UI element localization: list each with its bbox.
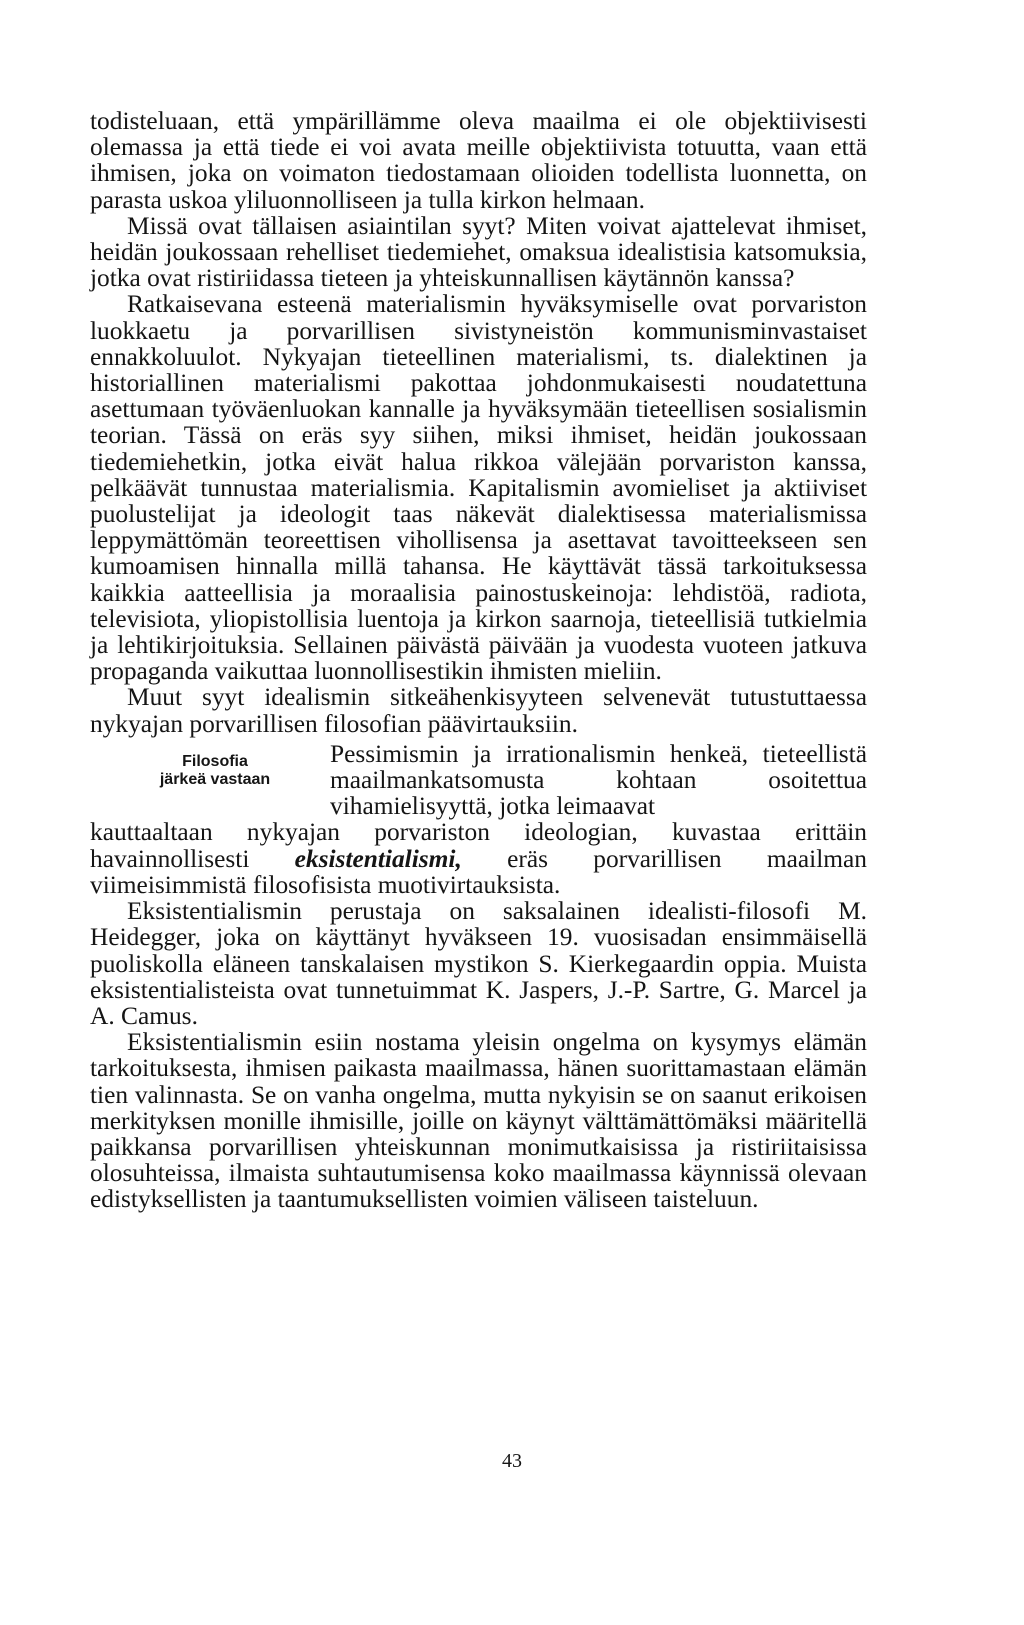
paragraph-2: Missä ovat tällaisen asiaintilan syyt? Miten voivat ajattelevat ihmiset, heidän joukossaan rehelliset tiedemiehet, omaksua idealistisia katsomuksia, jotka ovat ristiriidassa tieteen ja yhteiskunnallisen käytännön kanssa? [90, 211, 867, 293]
side-heading-line-2: järkeä vastaan [159, 770, 271, 788]
section-opening-text: Pessimismin ja irrationalismin henkeä, tieteellistä maailmankatsomusta kohtaan osoitettua vihamielisyyttä, jotka leimaavat [330, 739, 867, 821]
section-side-heading [90, 741, 330, 789]
paragraph-4: Muut syyt idealismin sitkeähenkisyyteen selvenevät tutustuttaessa nykyajan porvarillisen filosofian päävirtauksiin. [90, 683, 867, 738]
book-page-text [90, 108, 867, 1213]
paragraph-7: Eksistentialismin esiin nostama yleisin ongelma on kysymys elämän tarkoituksesta, ihmisen paikasta maailmassa, hänen suorittamastaan elämän tien valinnasta. Se on vanha ongelma, mutta nykyisin se on saanut erikoisen merkityksen monille ihmisille, joille on käynyt välttämättömäksi määritellä paikkansa porvarillisen yhteiskunnan monimutkaisissa ja ristiriitaisissa olosuhteissa, ilmaista suhtautumisensa koko maailmassa käynnissä olevaan edistyksellisten ja taantumuksellisten voimien väliseen taisteluun. [90, 1028, 867, 1214]
paragraph-5-before-term: kauttaaltaan nykyajan porvariston ideologian, kuvastaa erittäin havainnollisesti [90, 818, 867, 873]
side-heading-line-1: Filosofia [182, 752, 248, 770]
page-number: 43 [502, 1450, 522, 1472]
paragraph-5 [90, 819, 867, 898]
section-heading-block [90, 741, 867, 820]
paragraph-3: Ratkaisevana esteenä materialismin hyväksymiselle ovat porvariston luokkaetu ja porvarillisen sivistyneistön kommunisminvastaiset ennakkoluulot. Nykyajan tieteellinen materialismi, ts. dialektinen ja historiallinen materialismi pakottaa johdonmukaisesti noudatettuna asettumaan työväenluokan kannalle ja hyväksymään tieteellisen sosialismin teorian. Tässä on eräs syy siihen, miksi ihmiset, heidän joukossaan tiedemiehetkin, jotka eivät halua rikkoa välejään porvariston kanssa, pelkäävät tunnustaa materialismia. Kapitalismin avomieliset ja aktiiviset puolustelijat ja ideologit taas näkevät dialektisessa materialismissa leppymättömän teoreettisen vihollisensa ja asettavat tavoitteekseen sen kumoamisen hinnalla millä tahansa. He käyttävät tässä tarkoituksessa kaikkia aatteellisia ja moraalisia painostuskeinoja: lehdistöä, radiota, televisiota, yliopistollisia luentoja ja kirkon saarnoja, tieteellisiä tutkielmia ja lehtikirjoituksia. Sellainen päivästä päivään ja vuodesta vuoteen jatkuva propaganda vaikuttaa luonnollisestikin ihmisten mieliin. [90, 290, 867, 686]
paragraph-5-after-term: eräs porvarillisen maailman viimeisimmistä filosofisista muotivirtauksista. [90, 844, 867, 899]
emphasized-term: eksistentialismi, [294, 844, 462, 873]
paragraph-6: Eksistentialismin perustaja on saksalainen idealisti-filosofi M. Heidegger, joka on käyttänyt hyväkseen 19. vuosisadan ensimmäisellä puoliskolla eläneen tanskalaisen mystikon S. Kierkegaardin oppia. Muista eksistentialisteista ovat tunnetuimmat K. Jaspers, J.-P. Sartre, G. Marcel ja A. Camus. [90, 897, 867, 1030]
paragraph-1: todisteluaan, että ympärillämme oleva maailma ei ole objektiivisesti olemassa ja että tiede ei voi avata meille objektiivista totuutta, vaan että ihmisen, joka on voimaton tiedostamaan olioiden todellista luonnetta, on parasta uskoa yliluonnolliseen ja tulla kirkon helmaan. [90, 107, 867, 214]
